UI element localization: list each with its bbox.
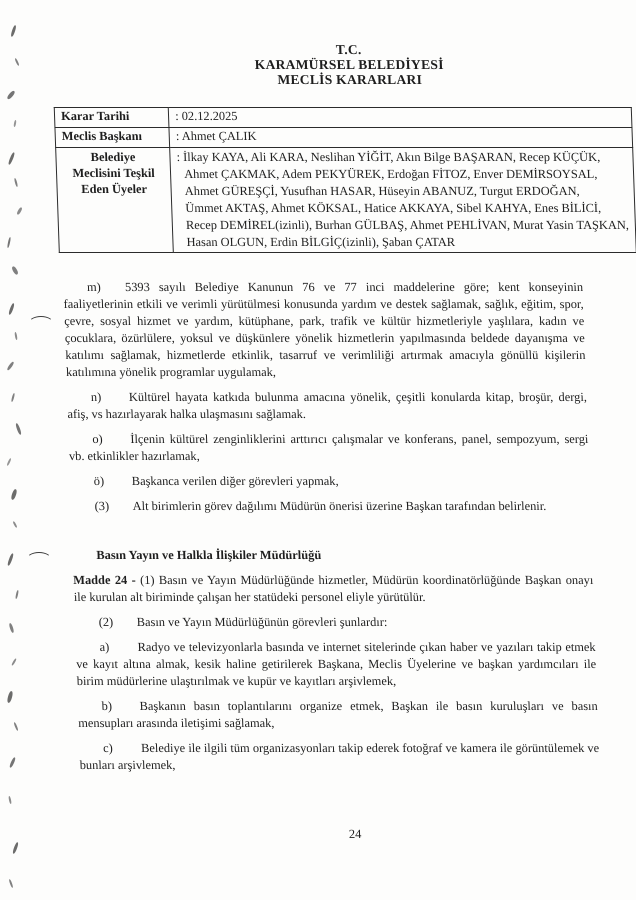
table-row (54, 108, 632, 128)
clause-3 (70, 498, 591, 515)
member-line: Recep DEMİREL(izinli), Burhan GÜLBAŞ, Ahmet PEHLİVAN, Murat Yasin TAŞKAN, (185, 218, 630, 232)
scan-smudge-mark (12, 842, 19, 854)
clause-b (77, 698, 598, 732)
scan-arc-mark (26, 552, 52, 568)
clause-c (79, 740, 600, 774)
member-line: Ahmet ÇAKMAK, Adem PEKYÜREK, Erdoğan FİTOZ, Enver DEMİRSOYSAL, (183, 167, 598, 181)
decision-date-value: : 02.12.2025 (168, 108, 632, 128)
clause-o (68, 431, 589, 465)
clause-2 (74, 614, 595, 631)
clause-n (67, 389, 588, 423)
scan-arc-mark (28, 316, 54, 332)
header-line-tc: T.C. (335, 42, 362, 57)
clause-marker: (2) (98, 615, 114, 629)
decision-date-label: Karar Tarihi (54, 108, 169, 128)
scan-smudge-mark (6, 458, 11, 466)
clause-text: Kültürel hayata katkıda bulunma amacına yönelik, çeşitli konularda kitap, broşür, dergi, afiş, vs hazırlayarak halka ulaşmasını sağlamak. (67, 390, 588, 421)
member-line: Hasan OLGUN, Erdin BİLGİÇ(izinli), Şaban ÇATAR (186, 235, 456, 249)
scan-smudge-mark (9, 623, 15, 633)
header-line-municipality: KARAMÜRSEL BELEDİYESİ (254, 57, 444, 72)
member-line: : İlkay KAYA, Ali KARA, Neslihan YİĞİT, Akın Bilge BAŞARAN, Recep KÜÇÜK, (176, 150, 601, 164)
table-row (56, 148, 636, 253)
scan-smudge-mark (8, 796, 12, 804)
member-line: Ahmet GÜREŞÇİ, Yusufhan HASAR, Hüseyin ABANUZ, Turgut ERDOĞAN, (184, 184, 580, 198)
header-line-council-decisions: MECLİS KARARLARI (277, 72, 423, 87)
scan-smudge-mark (12, 521, 17, 528)
clause-marker: a) (99, 640, 110, 654)
clause-text: Başkanın basın toplantılarını organize etmek, Başkan ile basın kuruluşları ve basın mensupları arasında iletişimi sağlamak, (78, 699, 598, 730)
scan-smudge-mark (7, 553, 14, 566)
clause-text: Belediye ile ilgili tüm organizasyonları takip ederek fotoğraf ve kamera ile görüntülemek ve bunları arşivlemek, (79, 741, 600, 772)
clause-a (75, 639, 597, 690)
clause-marker: m) (86, 280, 102, 294)
section-heading: Basın Yayın ve Halkla İlişkiler Müdürlüğü (96, 548, 322, 562)
page-number: 24 (348, 827, 362, 841)
article-24-paragraph (73, 572, 594, 606)
clause-marker: (3) (94, 499, 110, 513)
scan-smudge-mark (11, 658, 17, 666)
clause-oe (70, 473, 591, 490)
clause-text: İlçenin kültürel zenginliklerini arttırıcı çalışmalar ve konferans, panel, sempozyum, sergi vb. etkinlikler hazırlamak, (68, 432, 589, 463)
article-24-text: (1) Basın ve Yayın Müdürlüğünde hizmetler, Müdürün koordinatörlüğünde Başkan onayı ile kurulan alt biriminde çalışan her statüdeki personel eliyle yürütülür. (73, 573, 594, 604)
decision-info-table (54, 107, 636, 253)
scan-smudge-mark (15, 590, 19, 599)
member-line: Ümmet AKTAŞ, Ahmet KÖKSAL, Hatice AKKAYA, Sibel KAHYA, Enes BİLİCİ, (185, 201, 602, 215)
clause-text: 5393 sayılı Belediye Kanunun 76 ve 77 inci maddelerine göre; kent konseyinin faaliyetlerinin etkili ve verimli yürütülmesi konusunda yardım ve destek sağlamak, sağlık, eğitim, spor, çevre, sosyal hizmet ve yardım, kütüphane, park, trafik ve kültür hizmetleriyle yaşlılara, kadın ve çocuklara, özürlülere, yoksul ve düşkünlere yönelik hizmetlerin yapılmasında beldede dayanışma ve katılımı sağlamak, hizmetlerde etkinlik, tasarruf ve verimliliği artırmak amacıyla gönüllü kişilerin katılımına yönelik programlar uygulamak, (63, 280, 586, 379)
clause-marker: c) (102, 741, 114, 755)
clause-text: Radyo ve televizyonlarla basında ve internet sitelerinde çıkan haber ve yazıları takip etmek ve kayıt altına almak, kesik haline getirilerek Başkana, Meclis Üyelerine ve başkan yardımcıları ile birim müdürlerine ulaştırılmak ve kupür ve kayıtları arşivlemek, (75, 640, 597, 688)
table-row (55, 128, 633, 148)
document-body (63, 279, 600, 774)
article-24-label: Madde 24 - (73, 573, 141, 587)
clause-text: Alt birimlerin görev dağılımı Müdürün önerisi üzerine Başkan tarafından belirlenir. (132, 499, 547, 513)
clause-m (63, 279, 587, 381)
council-chairman-value: : Ahmet ÇALIK (169, 128, 633, 148)
clause-marker: b) (101, 699, 113, 713)
scan-smudge-mark (7, 691, 14, 704)
clause-marker: ö) (93, 474, 105, 488)
document-header (1, 42, 636, 87)
clause-marker: n) (90, 390, 102, 404)
council-members-label: Belediye Meclisini Teşkil Eden Üyeler (56, 148, 174, 253)
clause-marker: o) (92, 432, 103, 446)
clause-text: Basın ve Yayın Müdürlüğünün görevleri şunlardır: (136, 615, 388, 629)
clause-text: Başkanca verilen diğer görevleri yapmak, (131, 474, 339, 488)
scan-smudge-mark (9, 879, 14, 888)
scan-smudge-mark (13, 722, 18, 731)
scan-smudge-mark (9, 757, 16, 768)
council-members-list (170, 148, 636, 253)
council-chairman-label: Meclis Başkanı (55, 128, 170, 148)
